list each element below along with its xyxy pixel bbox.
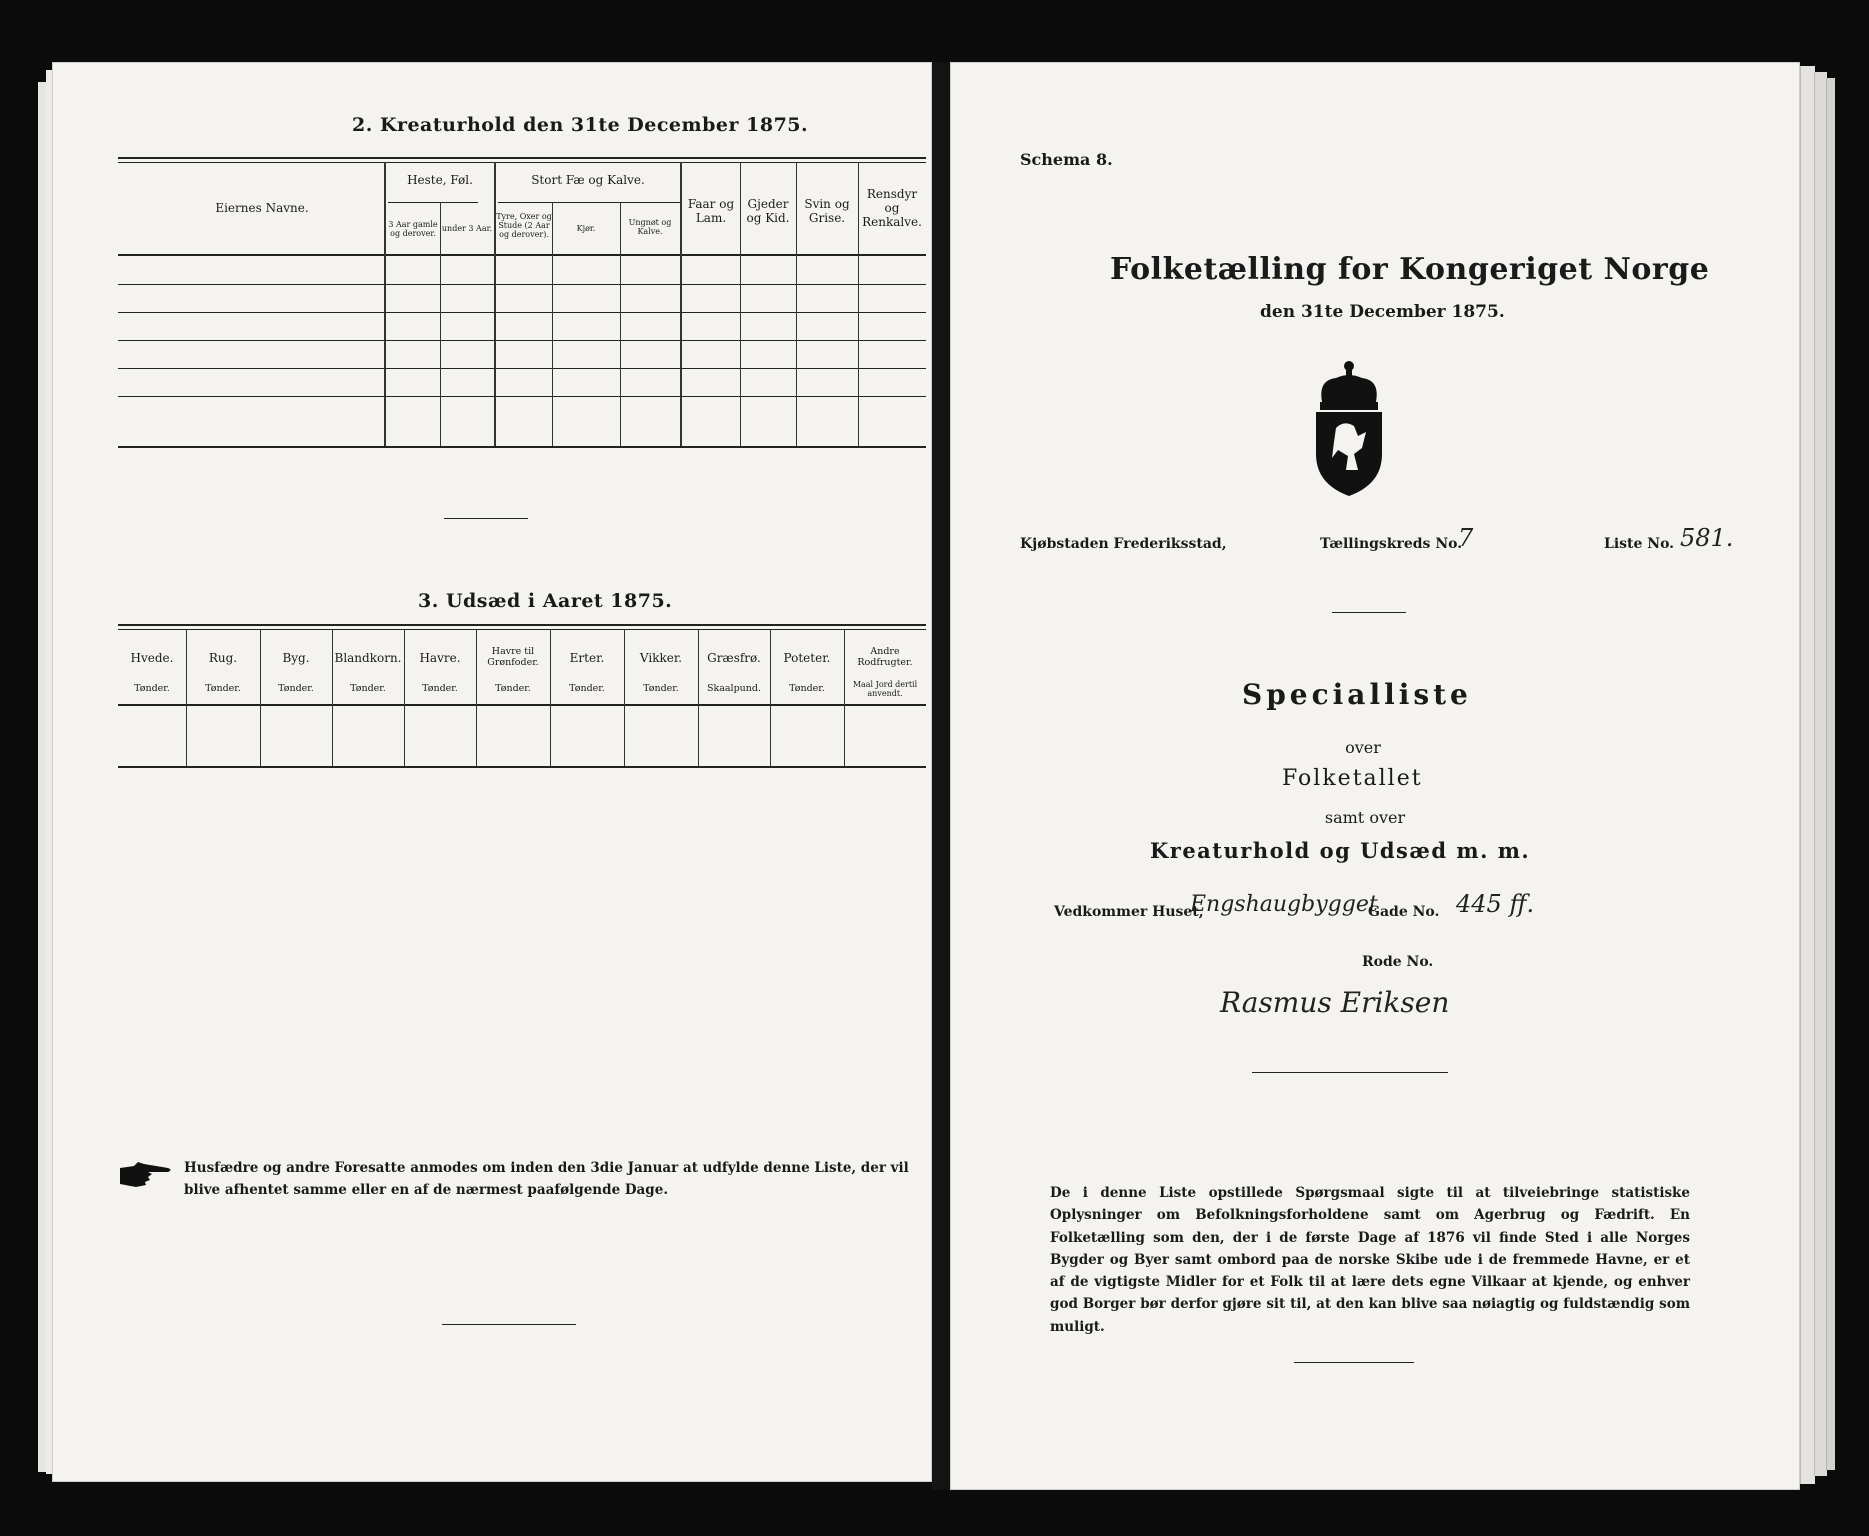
table-divider — [550, 629, 551, 766]
header-cattle-bulls: Tyre, Oxer og Stude (2 Aar og derover). — [496, 212, 552, 240]
page-edge — [1826, 78, 1835, 1470]
udsaed-col-header: Blandkorn. — [334, 651, 402, 665]
table-rule — [118, 284, 926, 285]
udsaed-col-header: Andre Rodfrugter. — [857, 646, 913, 668]
list-value: 581. — [1680, 524, 1734, 552]
table-divider — [698, 629, 699, 766]
list-label: Liste No. — [1604, 536, 1675, 552]
table-rule — [118, 162, 926, 163]
page-edge — [1800, 66, 1815, 1484]
udsaed-col-unit: Tønder. — [789, 683, 825, 694]
table-rule — [118, 396, 926, 397]
udsaed-col-unit: Tønder. — [205, 683, 241, 694]
table-divider — [186, 629, 187, 766]
line-samt-over: samt over — [1324, 808, 1406, 827]
district-value: 7 — [1458, 524, 1474, 552]
line-over: over — [1345, 738, 1381, 757]
table-divider — [624, 629, 625, 766]
udsaed-col-unit: Tønder. — [495, 683, 531, 694]
header-goats: Gjeder og Kid. — [746, 197, 790, 225]
separator-dash — [1294, 1362, 1414, 1363]
header-reindeer: Rensdyr og Renkalve. — [862, 187, 922, 229]
header-sheep: Faar og Lam. — [687, 197, 735, 225]
table-rule — [498, 202, 680, 203]
udsaed-col-unit: Tønder. — [569, 683, 605, 694]
udsaed-col-header: Erter. — [569, 651, 605, 665]
instruction-note: Husfædre og andre Foresatte anmodes om inden den 3die Januar at udfylde denne Liste, der vil blive afhentet samme eller en af de nærmest paafølgende Dage. — [184, 1160, 909, 1198]
separator-dash — [442, 1324, 576, 1325]
udsaed-col-unit: Tønder. — [643, 683, 679, 694]
house-number-value: 445 ff. — [1456, 890, 1535, 918]
line-folketallet: Folketallet — [1282, 766, 1423, 791]
gade-label: Gade No. — [1368, 904, 1440, 920]
section2-title: 2. Kreaturhold den 31te December 1875. — [352, 114, 809, 136]
specialliste-heading: Specialliste — [1242, 678, 1472, 711]
table-rule — [118, 766, 926, 768]
separator-dash — [1332, 612, 1406, 613]
table-divider — [332, 629, 333, 766]
book-gutter — [932, 62, 950, 1490]
line-kreaturhold: Kreaturhold og Udsæd m. m. — [1150, 838, 1531, 863]
table-divider — [844, 629, 845, 766]
header-horses-young: under 3 Aar. — [441, 224, 493, 233]
table-rule — [118, 446, 926, 448]
left-page — [52, 62, 932, 1482]
header-horses-old: 3 Aar gamle og derover. — [388, 220, 438, 239]
table-rule — [118, 312, 926, 313]
table-rule — [118, 368, 926, 369]
udsaed-col-header: Poteter. — [783, 651, 831, 665]
pointing-hand-icon — [118, 1160, 174, 1190]
signature-line — [1252, 1072, 1448, 1073]
udsaed-col-header: Rug. — [208, 651, 238, 665]
header-pigs: Svin og Grise. — [804, 197, 850, 225]
udsaed-col-unit: Tønder. — [134, 683, 170, 694]
house-label: Vedkommer Huset, — [1054, 904, 1204, 920]
udsaed-col-header: Græsfrø. — [707, 651, 761, 665]
table-divider — [770, 629, 771, 766]
header-horses: Heste, Føl. — [407, 173, 473, 187]
table-divider — [404, 629, 405, 766]
explanation-paragraph: De i denne Liste opstillede Spørgsmaal sigte til at tilveiebringe statistiske Oplysninger om Befolkningsforholdene samt om Agerbrug og Fædrift. En Folketælling som den, der i de første Dage af 1876 vil finde Sted i alle Norges Bygder og Byer samt ombord paa de norske Skibe ude i de fremmede Havne, er et af de vigtigste Midler for et Folk til at lære dets egne Vilkaar at kjende, og enhver god Borger bør derfor gjøre sit til, at den kan blive saa nøiagtig og fuldstændig som muligt. — [1050, 1185, 1690, 1335]
right-page — [950, 62, 1800, 1490]
udsaed-col-header: Vikker. — [639, 651, 683, 665]
header-owner: Eiernes Navne. — [215, 201, 309, 215]
udsaed-col-unit: Tønder. — [278, 683, 314, 694]
udsaed-col-unit: Skaalpund. — [706, 683, 762, 694]
udsaed-col-header: Havre til Grønfoder. — [487, 646, 539, 668]
udsaed-col-header: Hvede. — [130, 651, 174, 665]
coat-of-arms-icon — [1308, 358, 1390, 498]
table-rule — [118, 624, 926, 626]
table-rule — [118, 157, 926, 159]
table-rule — [118, 340, 926, 341]
town-label: Kjøbstaden Frederiksstad, — [1020, 536, 1227, 552]
table-divider — [384, 162, 386, 446]
table-divider — [440, 202, 441, 446]
table-divider — [620, 202, 621, 446]
table-divider — [260, 629, 261, 766]
table-rule — [118, 254, 926, 256]
signature: Rasmus Eriksen — [1220, 986, 1450, 1019]
separator-dash — [444, 518, 528, 519]
udsaed-col-unit: Maal Jord dertil anvendt. — [852, 680, 918, 699]
table-rule — [118, 704, 926, 706]
table-rule — [118, 629, 926, 630]
main-title: Folketælling for Kongeriget Norge — [1110, 252, 1710, 287]
header-cattle-cows: Kjør. — [576, 224, 596, 233]
table-divider — [494, 162, 496, 446]
section3-title: 3. Udsæd i Aaret 1875. — [418, 590, 673, 612]
udsaed-col-unit: Tønder. — [422, 683, 458, 694]
udsaed-col-unit: Tønder. — [350, 683, 386, 694]
schema-label: Schema 8. — [1020, 150, 1113, 169]
udsaed-col-header: Byg. — [282, 651, 310, 665]
street-value: Engshaugbygget — [1190, 892, 1378, 917]
rode-label: Rode No. — [1362, 954, 1434, 970]
table-divider — [476, 629, 477, 766]
table-rule — [388, 202, 478, 203]
udsaed-col-header: Havre. — [419, 651, 461, 665]
table-divider — [552, 202, 553, 446]
header-cattle: Stort Fæ og Kalve. — [531, 173, 645, 187]
district-label: Tællingskreds No. — [1320, 536, 1463, 552]
main-subtitle: den 31te December 1875. — [1260, 302, 1505, 322]
header-cattle-young: Ungnøt og Kalve. — [628, 218, 672, 237]
